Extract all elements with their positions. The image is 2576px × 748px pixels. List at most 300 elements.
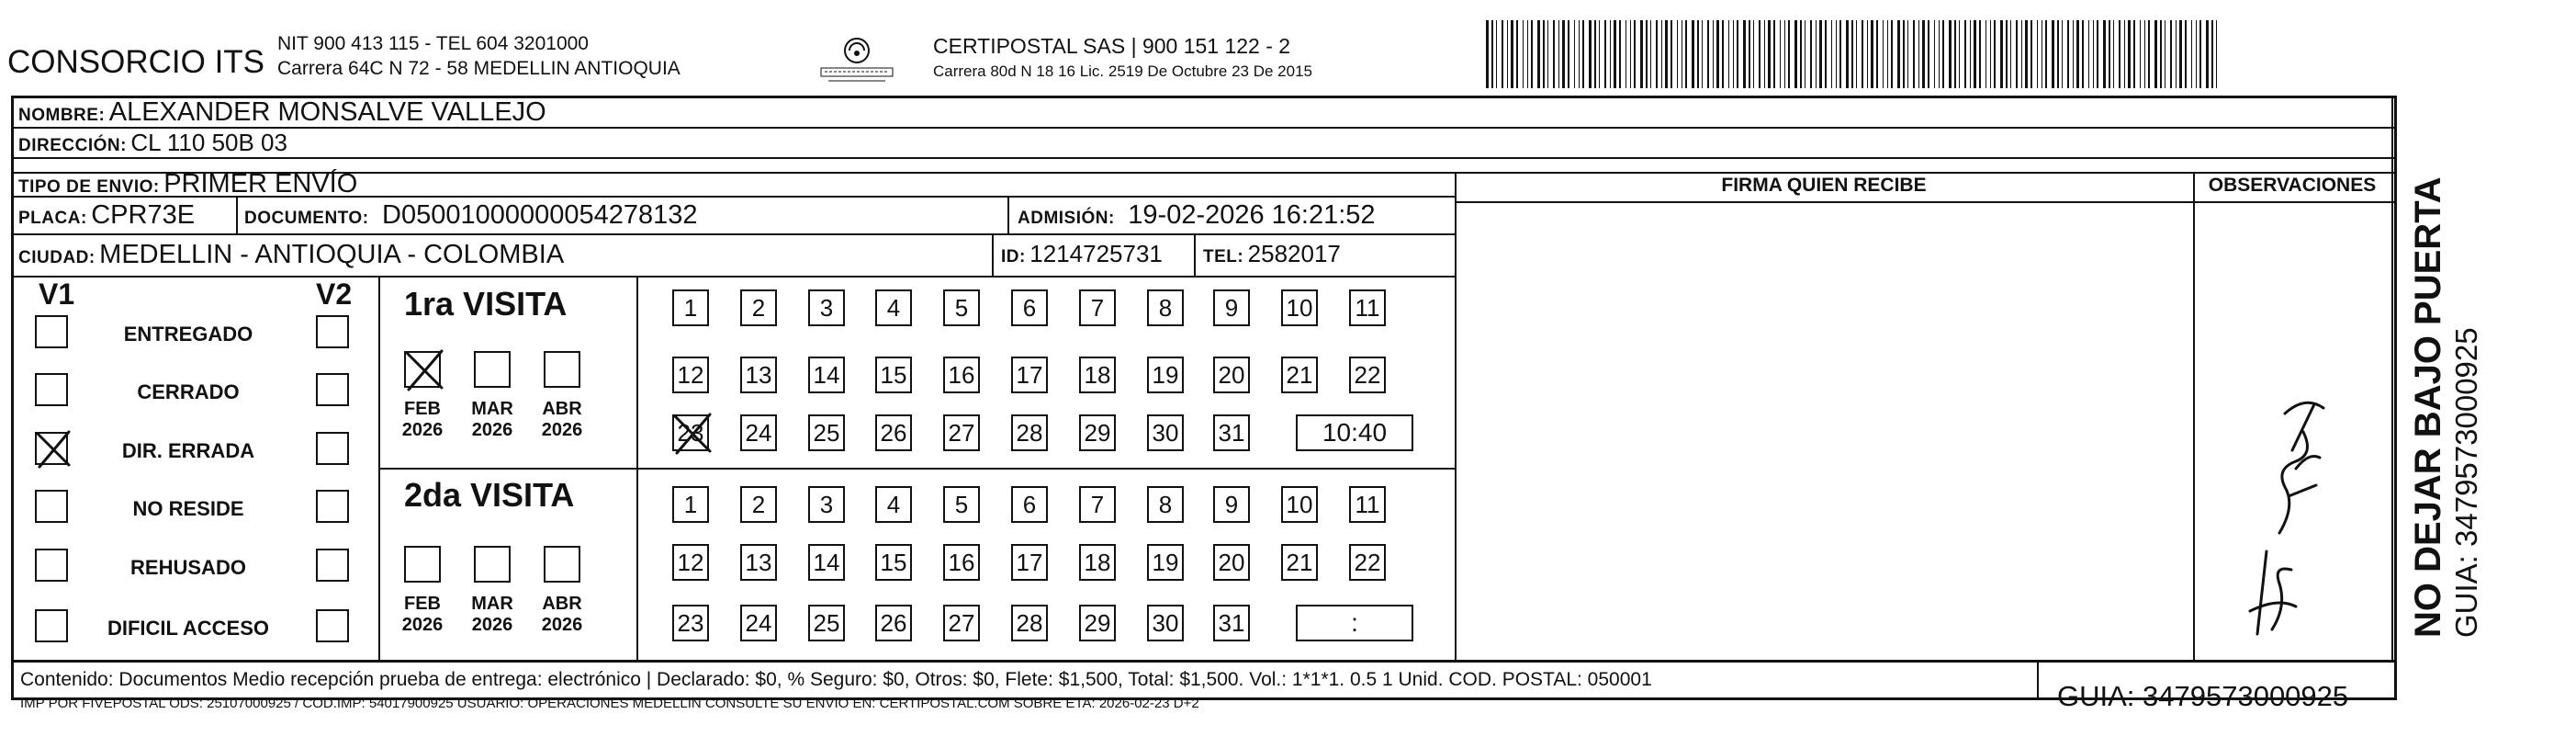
visit2-month-label [534,594,590,636]
visit2-title: 2da VISITA [404,476,575,514]
documento-value: D05001000000054278132 [382,200,698,230]
barcode-bar [1897,20,1900,88]
barcode-bar [2067,20,2069,88]
barcode-bar [1553,20,1555,88]
side-notice [2408,176,2484,638]
visit1-day-box: 17 [1011,357,1048,393]
visit1-month-name: FEB [404,399,441,419]
tipo-field [18,169,357,199]
contents-line: Contenido: Documentos Medio recepción prueba de entrega: electrónico | Declarado: $0, % Seguro: $0, Otros: $0, Flete: $1,500, Total: $1,500. Vol.: 1*1*1. 0.5 1 Unid. COD. POSTAL: 050001 [20,669,1652,690]
visit2-day-box: 14 [808,544,845,581]
barcode-bar [1903,20,1905,88]
barcode-bar [1780,20,1781,88]
visit1-month-name: MAR [471,399,513,419]
direccion-value: CL 110 50B 03 [130,129,287,156]
barcode-bar [1558,20,1559,88]
visit1-day-box: 24 [740,414,777,451]
barcode-bar [1502,20,1503,88]
barcode-bar [2199,20,2201,88]
visit2-day-box: 19 [1147,544,1184,581]
visit2-day-box: 10 [1281,486,1318,523]
v2-checkbox [316,609,349,642]
visit1-day-box: 16 [943,357,980,393]
company-info [277,31,681,81]
barcode-bar [1568,20,1569,88]
barcode-bar [1547,20,1548,88]
barcode-bar [1511,20,1513,88]
barcode-bar [2113,20,2114,88]
v1-checkbox [35,490,68,523]
visit2-day-box: 26 [875,605,912,641]
visit2-day-box: 24 [740,605,777,641]
direccion-label: DIRECCIÓN: [18,136,127,155]
status-option-label: CERRADO [137,380,240,403]
day-mark-icon [671,413,714,455]
barcode-bar [2216,20,2217,88]
barcode-bar [1713,20,1714,88]
visit2-day-box: 28 [1011,605,1048,641]
divider [11,276,1455,278]
barcode-bar [1574,20,1575,88]
v1-checkbox [35,549,68,582]
v2-label: V2 [316,278,353,311]
barcode-bar [2124,20,2125,88]
barcode-bar [1661,20,1662,88]
barcode-bar [1825,20,1827,88]
divider [1455,172,1457,660]
check-mark-icon [34,430,73,469]
barcode-bar [1677,20,1678,88]
barcode [1486,20,2221,88]
barcode-bar [2052,20,2054,88]
barcode-bar [1887,20,1888,88]
visit2-day-box: 3 [808,486,845,523]
barcode-bar [1743,20,1746,88]
barcode-bar [2030,20,2032,88]
barcode-bar [1634,20,1636,88]
nombre-label: NOMBRE: [18,106,106,125]
barcode-bar [1759,20,1760,88]
barcode-bar [1949,20,1952,88]
firma-heading: FIRMA QUIEN RECIBE [1721,175,1927,196]
visit2-day-box: 17 [1011,544,1048,581]
ciudad-value: MEDELLIN - ANTIOQUIA - COLOMBIA [99,240,565,269]
divider [2193,172,2195,660]
barcode-bar [1819,20,1822,88]
barcode-bar [1722,20,1724,88]
status-option-label: DIR. ERRADA [121,439,255,462]
visit2-day-box: 15 [875,544,912,581]
divider [11,233,1455,235]
barcode-bar [1697,20,1699,88]
v1-checkbox [35,609,68,642]
visit2-day-box: 30 [1147,605,1184,641]
v2-checkbox [316,373,349,406]
barcode-bar [2016,20,2018,88]
visit1-day-box: 7 [1079,289,1116,326]
visit1-month-checkbox [404,351,441,388]
barcode-bar [2021,20,2022,88]
tel-value: 2582017 [1247,240,1341,267]
visit1-day-box: 1 [672,289,709,326]
barcode-bar [2045,20,2047,88]
barcode-bar [1646,20,1648,88]
placa-label: PLACA: [18,209,87,228]
divider [236,196,238,233]
barcode-bar [2191,20,2192,88]
barcode-bar [1974,20,1976,88]
barcode-bar [1794,20,1797,88]
divider [992,233,994,276]
visit1-month-label [534,399,590,441]
barcode-bar [1619,20,1621,88]
barcode-bar [2062,20,2063,88]
admision-value: 19-02-2026 16:21:52 [1128,200,1376,230]
barcode-bar [1913,20,1915,88]
v1-checkbox [35,432,68,465]
visit1-day-box: 15 [875,357,912,393]
barcode-bar [2082,20,2084,88]
courier-info [933,33,1312,85]
barcode-bar [1839,20,1841,88]
barcode-bar [1985,20,1986,88]
barcode-bar [2140,20,2141,88]
visit1-month-checkbox [474,351,511,388]
barcode-bar [2088,20,2089,88]
print-line: IMP POR FIVEPOSTAL ODS: 25107000925 / COD.IMP: 54017900925 USUARIO: OPERACIONES MEDELLIN CONSULTE SU ENVIO EN: CERTIPOSTAL.COM SOBRE ETA: 2026-02-23 D+2 [20,696,1199,711]
visit1-month-year: 2026 [541,420,583,440]
barcode-bar [1491,20,1493,88]
barcode-bar [1959,20,1960,88]
barcode-bar [1942,20,1944,88]
visit2-month-checkbox [474,546,511,583]
divider [378,468,1455,470]
visit2-month-year: 2026 [471,615,513,635]
barcode-bar [1496,20,1497,88]
barcode-bar [1922,20,1925,88]
visit2-day-box: 13 [740,544,777,581]
barcode-bar [1728,20,1729,88]
divider [11,172,2397,174]
visit1-day-box: 22 [1349,357,1386,393]
visit1-day-box: 21 [1281,357,1318,393]
tipo-value: PRIMER ENVÍO [163,169,358,198]
id-label: ID: [1001,247,1026,266]
courier-name: CERTIPOSTAL SAS | 900 151 122 - 2 [933,34,1291,58]
visit2-month-checkbox [544,546,580,583]
visit1-month-label [395,399,450,441]
id-field [1001,240,1163,268]
barcode-bar [2133,20,2135,88]
barcode-bar [1562,20,1565,88]
observaciones-heading: OBSERVACIONES [2208,175,2377,196]
visit1-day-box: 29 [1079,414,1116,451]
visit2-day-box: 12 [672,544,709,581]
barcode-bar [1891,20,1893,88]
barcode-bar [2170,20,2172,88]
courier-address: Carrera 80d N 18 16 Lic. 2519 De Octubre 23 De 2015 [933,62,1312,80]
barcode-bar [1939,20,1940,88]
barcode-bar [1523,20,1524,88]
divider [11,660,2397,663]
visit1-day-box: 8 [1147,289,1184,326]
check-mark-icon [403,349,445,391]
barcode-bar [1753,20,1754,88]
visit2-day-box: 9 [1213,486,1250,523]
barcode-bar [1867,20,1868,88]
barcode-bar [2103,20,2106,88]
barcode-bar [1851,20,1853,88]
status-option-label: ENTREGADO [123,323,253,346]
admision-field [1018,200,1376,231]
visit1-day-box: 9 [1213,289,1250,326]
visit1-day-box: 30 [1147,414,1184,451]
visit2-day-box: 23 [672,605,709,641]
visit1-day-box: 23 [672,414,709,451]
visit1-month-year: 2026 [471,420,513,440]
barcode-bar [1883,20,1884,88]
v1-checkbox [35,373,68,406]
visit2-month-name: MAR [471,594,513,614]
status-option-label: REHUSADO [130,556,246,579]
barcode-bar [1810,20,1812,88]
visit2-day-box: 16 [943,544,980,581]
barcode-bar [2211,20,2213,88]
barcode-bar [1954,20,1956,88]
barcode-bar [1630,20,1631,88]
divider [2391,96,2393,660]
barcode-bar [1876,20,1878,88]
divider [1194,233,1196,276]
tel-field [1203,240,1341,268]
barcode-bar [2025,20,2028,88]
visit2-day-box: 22 [1349,544,1386,581]
barcode-bar [1656,20,1658,88]
barcode-bar [1990,20,1991,88]
barcode-bar [2057,20,2059,88]
visit1-month-year: 2026 [401,420,444,440]
visit2-day-box: 8 [1147,486,1184,523]
barcode-bar [1816,20,1817,88]
barcode-bar [1836,20,1837,88]
barcode-bar [2179,20,2182,88]
visit2-day-box: 1 [672,486,709,523]
company-address: Carrera 64C N 72 - 58 MEDELLIN ANTIOQUIA [277,58,681,79]
v2-checkbox [316,549,349,582]
barcode-bar [1486,20,1489,88]
placa-value: CPR73E [91,200,196,230]
visit1-day-box: 19 [1147,357,1184,393]
barcode-bar [1862,20,1863,88]
barcode-bar [1964,20,1966,88]
visit1-month-label [465,399,520,441]
barcode-bar [1625,20,1626,88]
status-option-label: DIFICIL ACCESO [107,617,269,640]
visit1-day-box: 10 [1281,289,1318,326]
visit2-day-box: 5 [943,486,980,523]
barcode-bar [1610,20,1611,88]
visit2-day-box: 27 [943,605,980,641]
barcode-bar [1749,20,1750,88]
visit1-day-box: 20 [1213,357,1250,393]
tel-label: TEL: [1203,247,1244,266]
visit1-day-box: 31 [1213,414,1250,451]
guia-number: GUIA: 3479573000925 [2057,680,2349,712]
placa-field [18,200,195,231]
barcode-bar [1604,20,1606,88]
admision-label: ADMISIÓN: [1018,209,1115,228]
barcode-bar [1907,20,1908,88]
visit1-day-box: 26 [875,414,912,451]
barcode-bar [1594,20,1596,88]
visit2-month-name: FEB [404,594,441,614]
barcode-bar [1788,20,1790,88]
barcode-bar [2176,20,2177,88]
barcode-bar [1531,20,1533,88]
nombre-value: ALEXANDER MONSALVE VALLEJO [108,97,546,127]
barcode-bar [1768,20,1771,88]
visit2-month-label [395,594,450,636]
visit1-day-box: 27 [943,414,980,451]
barcode-bar [1831,20,1832,88]
barcode-bar [1579,20,1580,88]
visit2-day-box: 7 [1079,486,1116,523]
barcode-bar [1685,20,1687,88]
barcode-bar [2037,20,2038,88]
barcode-bar [2185,20,2187,88]
visit2-month-label [465,594,520,636]
barcode-bar [1934,20,1935,88]
visit1-day-box: 25 [808,414,845,451]
ciudad-label: CIUDAD: [18,248,96,267]
divider [2037,660,2039,700]
barcode-bar [2109,20,2110,88]
visit1-day-box: 5 [943,289,980,326]
barcode-bar [1773,20,1775,88]
barcode-bar [2148,20,2150,88]
barcode-bar [1918,20,1919,88]
nombre-field [18,97,546,128]
barcode-bar [1737,20,1738,88]
barcode-bar [2196,20,2197,88]
company-name: CONSORCIO ITS [7,44,265,80]
visit2-month-name: ABR [542,594,582,614]
visit2-day-box: 6 [1011,486,1048,523]
visit1-day-box: 6 [1011,289,1048,326]
visit2-month-year: 2026 [401,615,444,635]
barcode-bar [1716,20,1719,88]
barcode-bar [1764,20,1765,88]
divider [636,276,638,660]
side-notice-text: NO DEJAR BAJO PUERTA [2408,176,2448,638]
visit2-day-box: 20 [1213,544,1250,581]
barcode-bar [1707,20,1709,88]
visit2-time: : [1296,605,1413,641]
barcode-bar [1507,20,1508,88]
direccion-field [18,129,287,157]
barcode-bar [2154,20,2157,88]
visit2-day-box: 29 [1079,605,1116,641]
barcode-bar [2000,20,2003,88]
visit2-day-box: 31 [1213,605,1250,641]
visit1-month-name: ABR [542,399,582,419]
barcode-bar [1527,20,1528,88]
barcode-bar [2128,20,2131,88]
visit1-day-box: 13 [740,357,777,393]
id-value: 1214725731 [1029,240,1163,267]
barcode-bar [1871,20,1873,88]
barcode-bar [1516,20,1518,88]
v2-checkbox [316,432,349,465]
visit2-day-box: 21 [1281,544,1318,581]
barcode-bar [1650,20,1651,88]
barcode-bar [2206,20,2209,88]
v2-checkbox [316,490,349,523]
barcode-bar [1665,20,1668,88]
barcode-bar [1543,20,1545,88]
documento-label: DOCUMENTO: [244,209,369,228]
barcode-bar [1537,20,1540,88]
visit1-day-box: 11 [1349,289,1386,326]
visit2-day-box: 18 [1079,544,1116,581]
status-option-label: NO RESIDE [132,497,244,520]
visit1-day-box: 28 [1011,414,1048,451]
visit2-month-checkbox [404,546,441,583]
visit2-month-year: 2026 [541,615,583,635]
visit1-time: 10:40 [1296,414,1413,451]
visit1-day-box: 12 [672,357,709,393]
company-nit: NIT 900 413 115 - TEL 604 3201000 [277,33,589,54]
barcode-bar [1702,20,1703,88]
signature-scribble [2232,377,2342,643]
barcode-bar [1800,20,1802,88]
visit1-day-box: 14 [808,357,845,393]
barcode-bar [1589,20,1592,88]
side-guia: GUIA: 3479573000925 [2449,327,2483,638]
barcode-bar [1614,20,1616,88]
barcode-bar [2160,20,2162,88]
barcode-bar [1599,20,1600,88]
visit2-day-box: 11 [1349,486,1386,523]
divider [1007,196,1009,233]
ciudad-field [18,240,564,270]
tipo-label: TIPO DE ENVIO: [18,177,160,197]
barcode-bar [2097,20,2098,88]
barcode-bar [1928,20,1929,88]
barcode-bar [2073,20,2074,88]
divider [1455,201,2397,203]
visit1-day-box: 18 [1079,357,1116,393]
visit1-day-box: 3 [808,289,845,326]
barcode-bar [1856,20,1857,88]
visit2-day-box: 25 [808,605,845,641]
v2-checkbox [316,315,349,348]
v1-label: V1 [39,278,75,311]
barcode-bar [1692,20,1694,88]
visit2-day-box: 4 [875,486,912,523]
documento-field [244,200,698,231]
visit1-title: 1ra VISITA [404,285,568,323]
barcode-bar [1733,20,1734,88]
divider [11,157,2397,159]
v1-checkbox [35,315,68,348]
barcode-bar [2006,20,2008,88]
barcode-bar [2076,20,2079,88]
barcode-bar [1970,20,1971,88]
visit1-day-box: 4 [875,289,912,326]
barcode-bar [1979,20,1981,88]
divider [378,276,380,660]
